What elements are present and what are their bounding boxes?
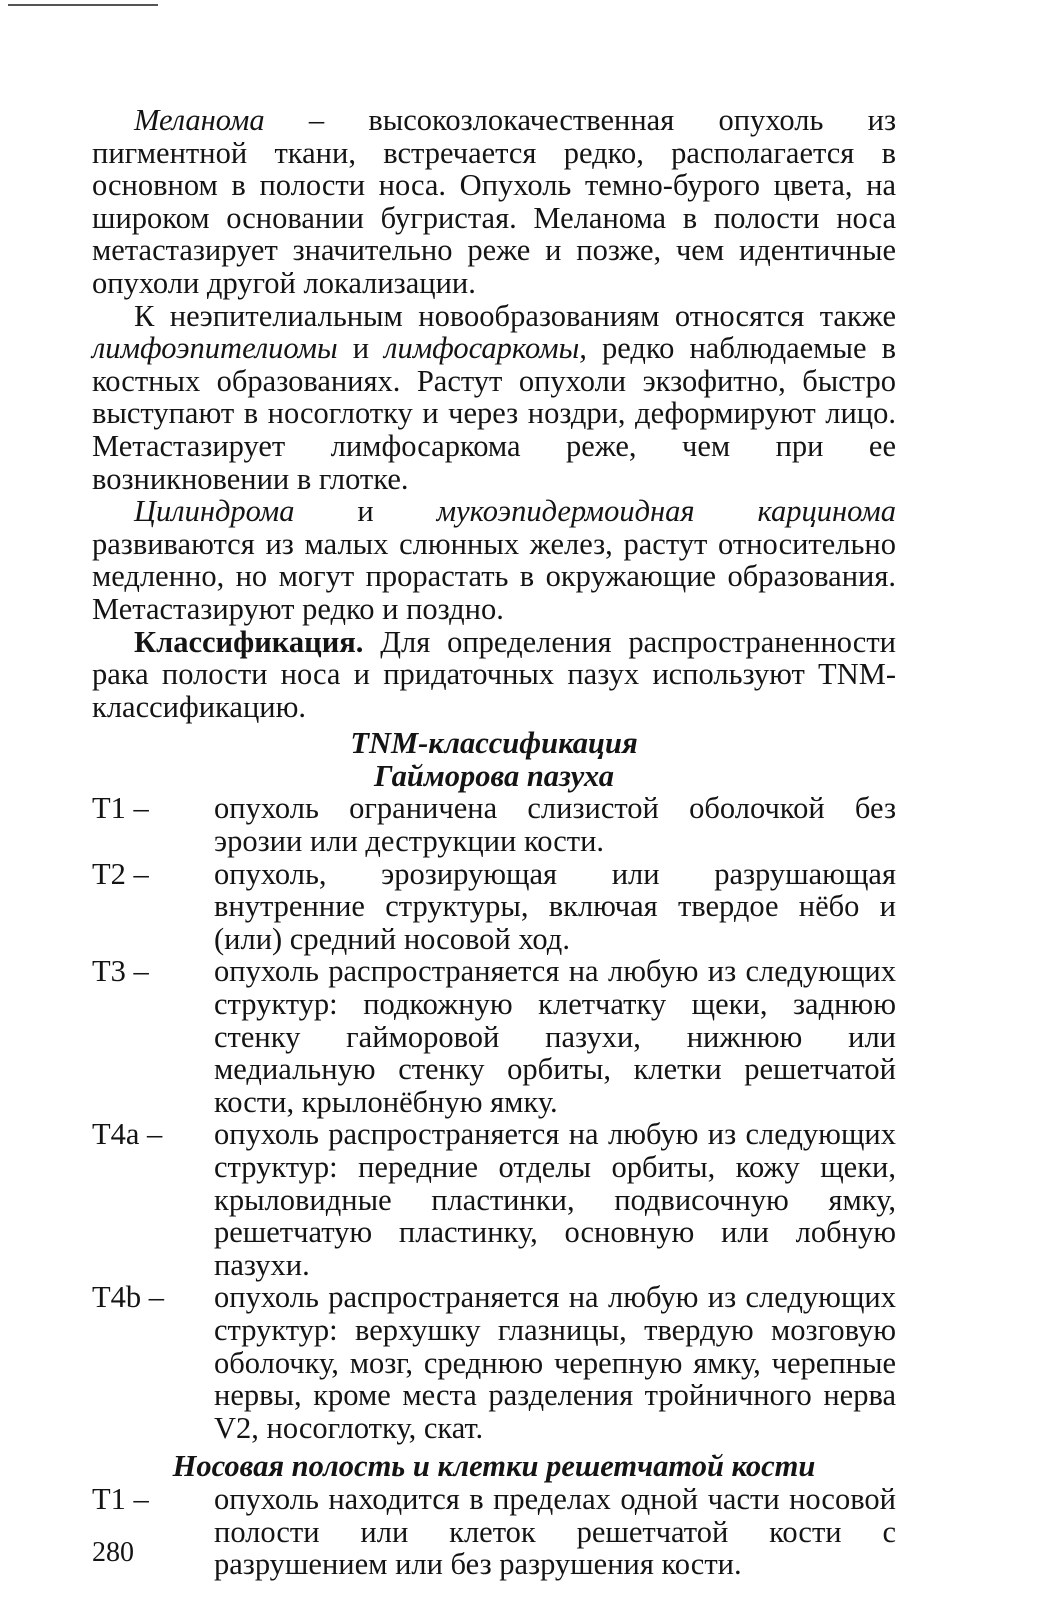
tnm-description: опухоль находится в пределах одной части носовой полости или клеток решетчатой кости с разрушением или без разрушения кости. xyxy=(214,1481,896,1582)
classification-text: Для определения распространенности рака полости носа и придаточных пазух используют TNM-классификацию. xyxy=(92,624,896,724)
paragraph-melanoma xyxy=(92,104,896,300)
tnm-description: опухоль распространяется на любую из следующих структур: подкожную клетчатку щеки, заднюю стенку гайморовой пазухи, нижнюю или медиальную стенку орбиты, клетки решетчатой кости, крылонёбную ямку. xyxy=(214,954,896,1119)
tnm-description: опухоль ограничена слизистой оболочкой без эрозии или деструкции кости. xyxy=(214,791,896,859)
term-lymphosarcoma: лимфосаркомы, xyxy=(384,331,587,366)
tnm-row xyxy=(92,955,896,1118)
tnm-row xyxy=(92,792,896,857)
heading-tnm: TNM-классификация xyxy=(350,726,638,761)
tnm-description: опухоль распространяется на любую из следующих структур: верхушку глазницы, твердую мозговую оболочку, мозг, среднюю черепную ямку, черепные нервы, кроме места разделения тройничного нерва V2, носоглотку, скат. xyxy=(214,1280,896,1445)
lymph-text-mid: и xyxy=(337,331,385,366)
paragraph-lymph xyxy=(92,300,896,496)
term-classification: Классификация. xyxy=(134,624,364,659)
maxillary-list xyxy=(92,792,896,1444)
heading-nasal-cavity: Носовая полость и клетки решетчатой кости xyxy=(172,1449,816,1484)
term-lymphoepithelioma: лимфоэпителиомы xyxy=(92,331,338,366)
page-number: 280 xyxy=(92,1537,134,1568)
melanoma-text: – высокозлокачественная опухоль из пигментной ткани, встречается редко, располагается в основном в полости носа. Опухоль темно-бурого цвета, на широком основании бугристая. Меланома в полости носа метастазирует значительно реже и позже, чем идентичные опухоли другой локализации. xyxy=(92,103,896,300)
heading-maxillary-sinus: Гайморова пазуха xyxy=(374,758,614,793)
top-rule xyxy=(8,4,158,6)
tnm-row xyxy=(92,1483,896,1581)
tnm-code: T1 – xyxy=(92,791,149,826)
term-melanoma: Меланома xyxy=(134,103,265,137)
lymph-text-after: редко наблюдаемые в костных образованиях. Растут опухоли экзофитно, быстро выступают в носоглотку и через ноздри, деформируют лицо. Метастазирует лимфосаркома реже, чем при ее возникновении в глотке. xyxy=(92,331,896,496)
term-cylindroma: Цилиндрома xyxy=(134,494,295,529)
tnm-code: T1 – xyxy=(92,1481,149,1516)
tnm-code: T3 – xyxy=(92,954,149,989)
page-body xyxy=(92,104,896,1581)
cylindroma-text-mid: и xyxy=(294,494,437,529)
paragraph-cylindroma xyxy=(92,495,896,625)
term-mucoepidermoid: мукоэпидермоидная карцинома xyxy=(436,494,896,529)
tnm-row xyxy=(92,1118,896,1281)
nasal-list xyxy=(92,1483,896,1581)
lymph-text-before: К неэпителиальным новообразованиям относятся также xyxy=(134,298,896,333)
tnm-code: T2 – xyxy=(92,856,149,891)
tnm-row xyxy=(92,1281,896,1444)
tnm-row xyxy=(92,858,896,956)
tnm-code: T4b – xyxy=(92,1280,165,1315)
cylindroma-text-after: развиваются из малых слюнных желез, растут относительно медленно, но могут прорастать в окружающие образования. Метастазируют редко и поздно. xyxy=(92,526,896,626)
tnm-description: опухоль, эрозирующая или разрушающая внутренние структуры, включая твердое нёбо и (или) средний носовой ход. xyxy=(214,856,896,956)
tnm-code: T4a – xyxy=(92,1117,163,1152)
tnm-description: опухоль распространяется на любую из следующих структур: передние отделы орбиты, кожу щеки, крыловидные пластинки, подвисочную ямку, решетчатую пластинку, основную или лобную пазухи. xyxy=(214,1117,896,1282)
paragraph-classification xyxy=(92,626,896,724)
